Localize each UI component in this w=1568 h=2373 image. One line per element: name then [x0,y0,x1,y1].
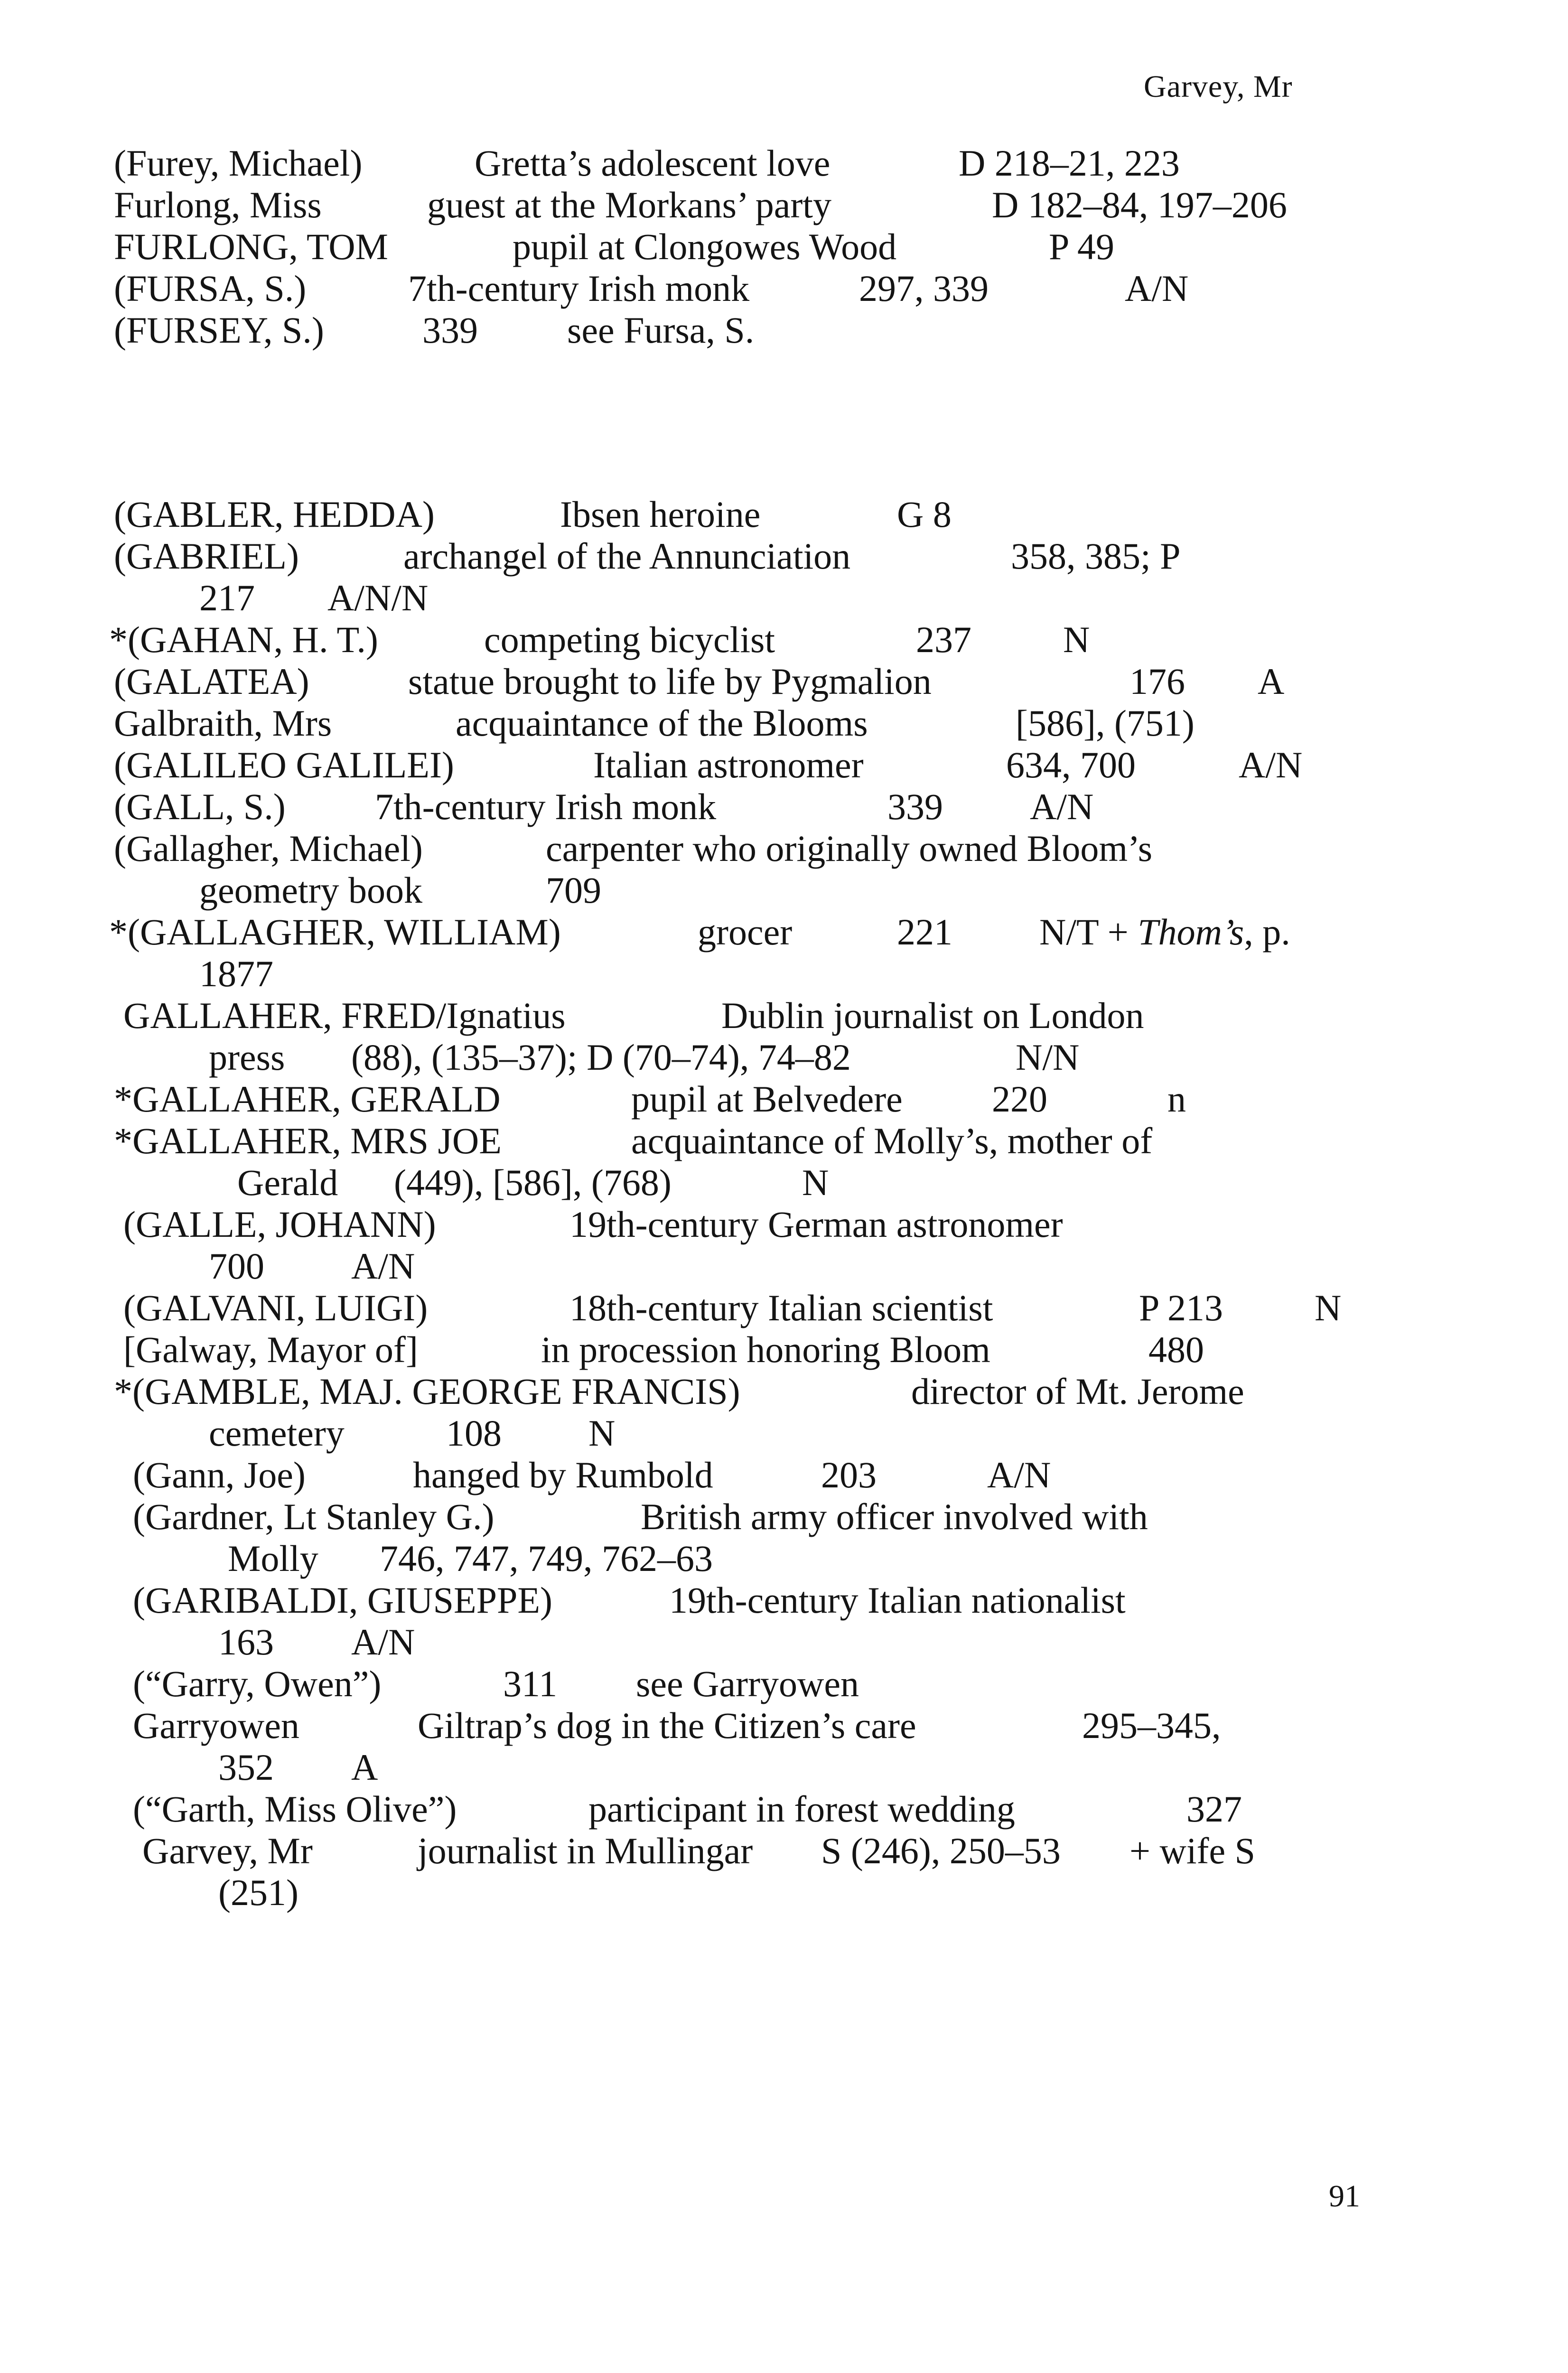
entry-field: A [351,1747,378,1788]
index-line [114,309,1372,351]
index-line [114,1788,1372,1830]
entry-field: (88), (135–37); D (70–74), 74–82 [351,1037,851,1078]
entry-field: acquaintance of the Blooms [456,702,868,744]
entry-field: A/N [351,1245,415,1287]
entry-field: grocer [698,911,793,953]
entry-field: Gretta’s adolescent love [475,142,831,184]
index-line [114,1037,1372,1078]
index-line [114,828,1372,869]
entry-field: competing bicyclist [484,619,775,660]
index-line [114,1329,1372,1371]
entry-heading: (GALATEA) [114,661,309,702]
entry-field: D 182–84, 197–206 [992,184,1287,225]
entry-field: [586], (751) [1016,702,1195,744]
entry-field: A [1258,661,1285,702]
entry-heading: 700 [209,1245,264,1287]
entry-field: 480 [1148,1329,1204,1370]
entry-field: 339 [887,786,943,827]
index-line [114,661,1372,702]
entry-field: British army officer involved with [641,1496,1148,1537]
entry-field: 297, 339 [859,268,989,309]
index-line [114,953,1372,995]
entry-heading: [Galway, Mayor of] [123,1329,418,1370]
entry-field: 18th-century Italian scientist [569,1287,993,1328]
entry-heading: (Gann, Joe) [133,1454,306,1495]
entry-field: pupil at Clongowes Wood [513,226,897,267]
index-line [114,1496,1372,1538]
entry-field: 7th-century Irish monk [408,268,750,309]
entry-field: Italian astronomer [593,744,864,785]
entry-field: statue brought to life by Pygmalion [408,661,932,702]
entry-heading: *GALLAHER, MRS JOE [114,1120,502,1161]
entry-field: see Fursa, S. [567,309,755,351]
entry-field: acquaintance of Molly’s, mother of [631,1120,1153,1161]
entry-heading: FURLONG, TOM [114,226,388,267]
index-line [114,577,1372,619]
index-line [114,1245,1372,1287]
entry-field: 176 [1129,661,1185,702]
entry-heading: (GALVANI, LUIGI) [123,1287,428,1328]
entry-heading: (“Garry, Owen”) [133,1663,382,1704]
entry-field: 237 [916,619,971,660]
entry-field: A/N/N [327,577,429,618]
index-line [114,1162,1372,1204]
entry-heading: Molly [228,1538,318,1579]
index-line [114,1120,1372,1162]
entry-field: + wife S [1129,1830,1255,1871]
index-line [114,1538,1372,1579]
entry-field: 203 [821,1454,877,1495]
entry-field: A/N [1125,268,1189,309]
entry-field: Ibsen heroine [560,494,761,535]
index-line [114,702,1372,744]
entry-field: N [1063,619,1090,660]
index-line [114,1078,1372,1120]
entry-field: D 218–21, 223 [959,142,1180,184]
entry-heading: press [209,1037,285,1078]
entry-field: director of Mt. Jerome [911,1371,1244,1412]
entry-field: 19th-century Italian nationalist [669,1579,1126,1621]
entry-heading: (FURSEY, S.) [114,309,324,351]
entry-heading: cemetery [209,1412,345,1454]
index-line [114,869,1372,911]
entry-field: 634, 700 [1006,744,1136,785]
index-line [114,1747,1372,1788]
index-line [114,184,1372,226]
entry-field: 746, 747, 749, 762–63 [380,1538,713,1579]
index-line [114,1579,1372,1621]
index-line [114,1204,1372,1245]
entry-field: 7th-century Irish monk [375,786,717,827]
entry-field: P 49 [1049,226,1114,267]
entry-field: 220 [992,1078,1047,1120]
entry-field: N/N [1016,1037,1080,1078]
entry-field: journalist in Mullingar [418,1830,753,1871]
entry-field: N/T + Thom’s, p. [1039,911,1290,953]
entry-heading: (Gardner, Lt Stanley G.) [133,1496,495,1537]
entry-field: G 8 [897,494,952,535]
entry-heading: Garvey, Mr [142,1830,313,1871]
index-line [114,1663,1372,1705]
section-gap [114,351,1372,494]
entry-field: A/N [987,1454,1051,1495]
entry-field: carpenter who originally owned Bloom’s [546,828,1153,869]
index-line [114,995,1372,1037]
index-line [109,911,1372,953]
index-section-f [114,142,1372,351]
index-entries [109,142,1372,1914]
index-line [114,494,1372,535]
index-line [114,535,1372,577]
index-line [114,1371,1372,1412]
entry-heading: (GALL, S.) [114,786,286,827]
index-section-g [109,494,1372,1914]
entry-heading: *(GALLAGHER, WILLIAM) [109,911,561,953]
entry-field: 108 [446,1412,502,1454]
entry-heading: (GABLER, HEDDA) [114,494,435,535]
entry-field: N [1315,1287,1342,1328]
entry-field: N [588,1412,616,1454]
entry-heading: *(GAHAN, H. T.) [109,619,378,660]
entry-heading: (GARIBALDI, GIUSEPPE) [133,1579,552,1621]
entry-field: 358, 385; P [1011,535,1181,577]
entry-field: A/N [1239,744,1303,785]
entry-heading: 1877 [199,953,273,994]
index-line [114,1830,1372,1872]
entry-heading: (GALILEO GALILEI) [114,744,454,785]
entry-field: 339 [422,309,478,351]
entry-field: 221 [897,911,952,953]
index-line [114,1412,1372,1454]
entry-field: S (246), 250–53 [821,1830,1061,1871]
entry-field: 327 [1186,1788,1242,1830]
entry-field: pupil at Belvedere [631,1078,903,1120]
entry-field: (449), [586], (768) [394,1162,672,1203]
entry-heading: (GABRIEL) [114,535,299,577]
entry-heading: *GALLAHER, GERALD [114,1078,501,1120]
entry-field: see Garryowen [636,1663,859,1704]
entry-field: 311 [503,1663,558,1704]
entry-heading: Galbraith, Mrs [114,702,332,744]
entry-heading: (Gallagher, Michael) [114,828,423,869]
entry-heading: 217 [199,577,255,618]
entry-heading: Gerald [237,1162,338,1203]
entry-field: 709 [546,869,601,911]
index-line [109,619,1372,661]
entry-heading: (GALLE, JOHANN) [123,1204,436,1245]
index-line [114,1287,1372,1329]
index-line [114,226,1372,268]
index-line [114,744,1372,786]
entry-heading: GALLAHER, FRED/Ignatius [123,995,566,1036]
entry-field: hanged by Rumbold [413,1454,713,1495]
entry-field: Dublin journalist on London [721,995,1144,1036]
page-number: 91 [1329,2179,1360,2214]
entry-field: Giltrap’s dog in the Citizen’s care [418,1705,916,1746]
index-line [114,1872,1372,1914]
entry-heading: (Furey, Michael) [114,142,363,184]
index-line [114,268,1372,309]
running-head: Garvey, Mr [1144,69,1293,104]
entry-field: A/N [351,1621,415,1663]
entry-field: in procession honoring Bloom [541,1329,990,1370]
entry-heading: Furlong, Miss [114,184,322,225]
entry-field: P 213 [1139,1287,1223,1328]
entry-field: 295–345, [1082,1705,1221,1746]
entry-field: archangel of the Annunciation [403,535,851,577]
entry-heading: *(GAMBLE, MAJ. GEORGE FRANCIS) [114,1371,740,1412]
index-line [114,786,1372,828]
index-line [114,1454,1372,1496]
entry-heading: (“Garth, Miss Olive”) [133,1788,457,1830]
entry-heading: 163 [218,1621,274,1663]
entry-heading: Garryowen [133,1705,299,1746]
index-line [114,142,1372,184]
entry-field: guest at the Morkans’ party [427,184,831,225]
index-line [114,1621,1372,1663]
entry-field: 19th-century German astronomer [569,1204,1063,1245]
index-line [114,1705,1372,1747]
entry-field: participant in forest wedding [588,1788,1015,1830]
entry-field: N [802,1162,829,1203]
entry-field: n [1167,1078,1186,1120]
entry-heading: geometry book [199,869,423,911]
entry-field: A/N [1030,786,1094,827]
entry-heading: 352 [218,1747,274,1788]
entry-heading: (FURSA, S.) [114,268,307,309]
entry-heading: (251) [218,1872,299,1913]
